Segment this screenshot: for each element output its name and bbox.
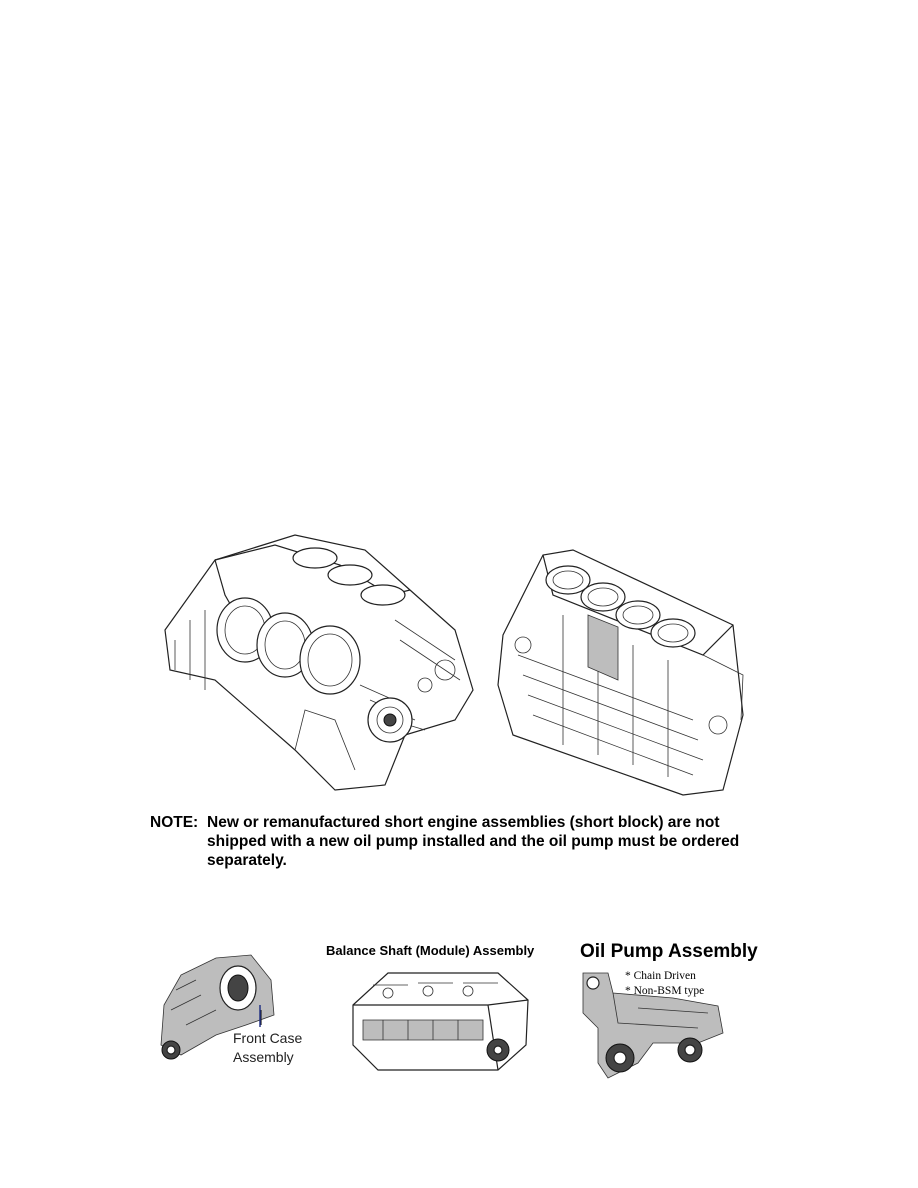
note-paragraph (150, 813, 790, 870)
front-case-label (233, 1029, 302, 1067)
note-line-3: separately. (207, 852, 287, 869)
front-case-label-line-2: Assembly (233, 1049, 294, 1065)
balance-shaft-caption: Balance Shaft (Module) Assembly (326, 943, 535, 958)
balance-shaft-module-illustration (348, 965, 533, 1075)
note-line-1: New or remanufactured short engine assemblies (short block) are not (207, 814, 720, 831)
note-label: NOTE: (150, 814, 199, 831)
oil-pump-caption: Oil Pump Assembly (580, 941, 758, 962)
oil-pump-detail-chain-driven: * Chain Driven (625, 970, 696, 982)
v6-short-block-illustration (155, 520, 477, 795)
inline-four-short-block-illustration (493, 545, 758, 800)
front-case-label-line-1: Front Case (233, 1030, 303, 1046)
oil-pump-detail-non-bsm: * Non-BSM type (625, 985, 705, 997)
oil-pump-assembly-illustration (578, 968, 728, 1080)
front-case-leader-line (258, 1005, 262, 1027)
note-line-2: shipped with a new oil pump installed and the oil pump must be ordered (207, 833, 740, 850)
